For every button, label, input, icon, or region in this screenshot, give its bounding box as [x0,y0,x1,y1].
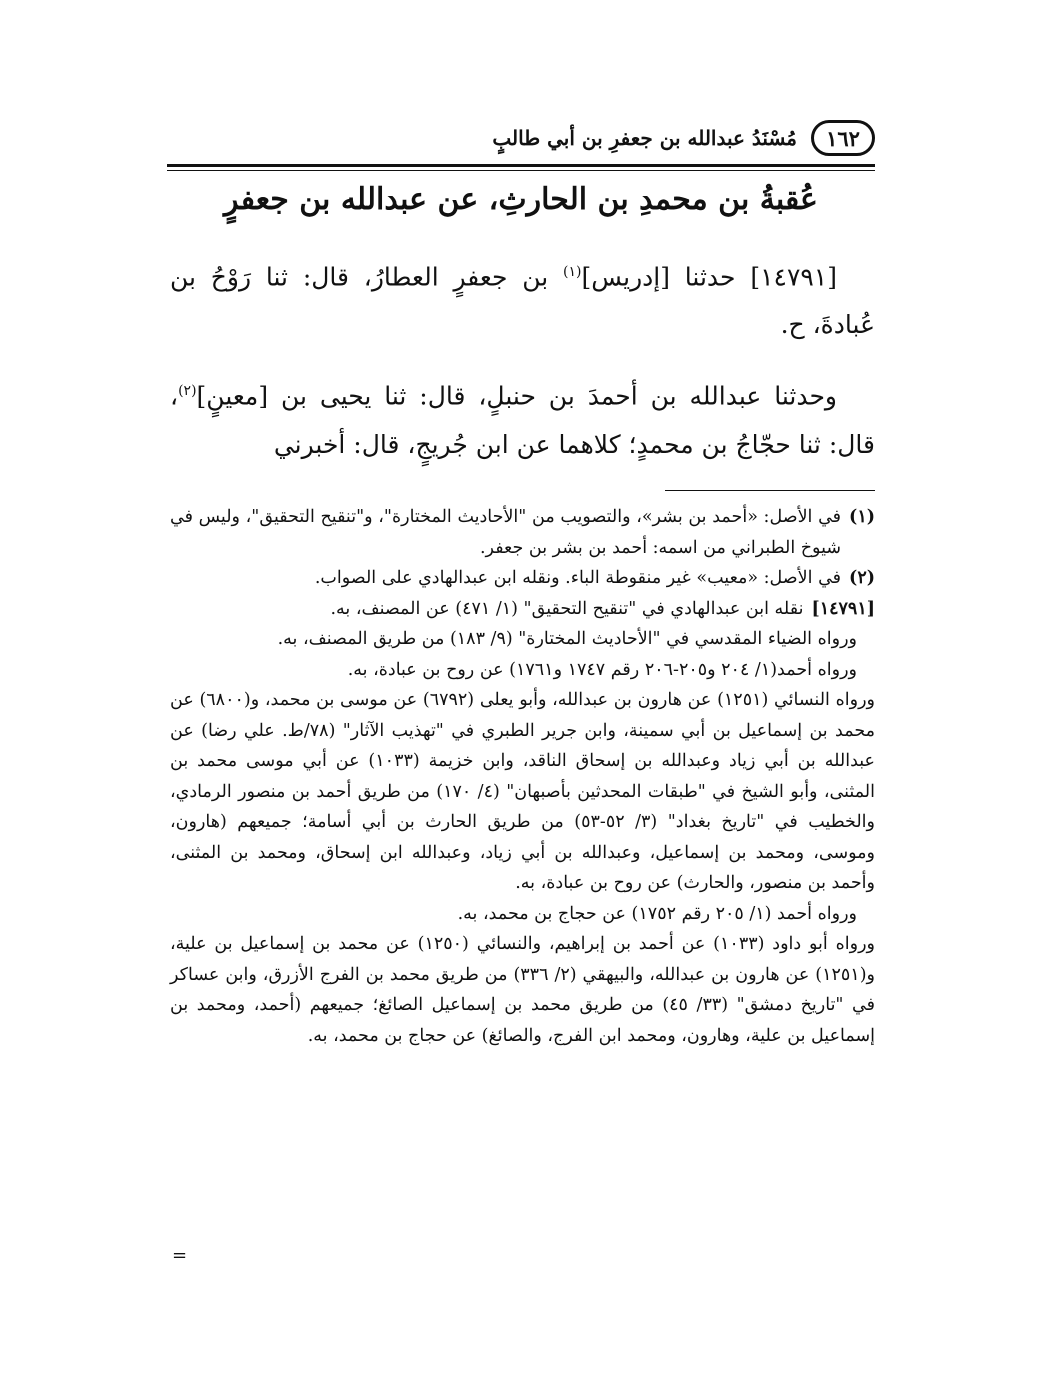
footnote-mark: (١) [849,507,875,527]
continuation-mark: = [172,1245,188,1266]
takhrij-mark: [١٤٧٩١] [811,598,875,619]
footnote-text: في الأصل: «أحمد بن بشر»، والتصويب من "الأحاديث المختارة"، و"تنقيح التحقيق"، وليس في شيوخ الطبراني من اسمه: أحمد بن بشر بن جعفر. [170,507,842,558]
hadith-number: [١٤٧٩١] [750,262,837,292]
hadith-paragraph-2: وحدثنا عبدالله بن أحمدَ بن حنبلٍ، قال: ثنا يحيى بن [معينٍ]$^{(٢)}$، قال: ثنا حجّاجُ بن محمدٍ؛ كلاهما عن ابن جُريجٍ، قال: أخبرني [170,381,875,459]
takhrij-paragraph: ورواه الضياء المقدسي في "الأحاديث المختارة" (٩/ ١٨٣) من طريق المصنف، به. [277,629,857,649]
page-number: ١٦٢ [811,120,875,156]
hadith-paragraph-1: [١٤٧٩١] حدثنا [إدريس]$^{(١)}$ بن جعفرٍ العطارُ، قال: ثنا رَوْحُ بن عُبادةَ، ح. [170,262,875,340]
footnote-mark: (٢) [849,568,875,588]
footnotes [170,502,875,1051]
chapter-heading: عُقبةُ بن محمدِ بن الحارثِ، عن عبدالله بن جعفرٍ [224,182,818,217]
takhrij-paragraph: ورواه أبو داود (١٠٣٣) عن أحمد بن إبراهيم، والنسائي (١٢٥٠) عن محمد بن إسماعيل بن علية، و(١٢٥١) عن هارون بن عبدالله، والبيهقي (٢/ ٣٣٦) من طريق محمد بن الفرج الأزرق، وابن عساكر في "تاريخ دمشق" (٣٣/ ٤٥) من طريق محمد بن إسماعيل الصائغ؛ جميعهم (أحمد، ومحمد بن إسماعيل بن علية، وهارون، ومحمد ابن الفرج، والصائغ) عن حجاج بن محمد، به. [170,934,875,1046]
header-rule-thick [167,164,875,167]
running-header [170,118,875,158]
takhrij-paragraph: ورواه النسائي (١٢٥١) عن هارون بن عبدالله، وأبو يعلى (٦٧٩٢) عن موسى بن محمد، و(٦٨٠٠) عن محمد بن إسماعيل بن أبي سمينة، وابن جرير الطبري في "تهذيب الآثار" (٧٨/ط. علي رضا) عن عبدالله بن أبي زياد وعبدالله بن إسحاق الناقد، وابن خزيمة (١٠٣٣) عن أبي موسى محمد بن المثنى، وأبو الشيخ في "طبقات المحدثين بأصبهان" (٤/ ١٧٠) من طريق أحمد بن منصور الرمادي، والخطيب في "تاريخ بغداد" (٣/ ٥٢-٥٣) من طريق الحارث بن أبي أسامة؛ جميعهم (هارون، وموسى، ومحمد بن إسماعيل، وعبدالله بن أبي زياد، وعبدالله ابن إسحاق، ومحمد بن المثنى، وأحمد بن منصور، والحارث) عن روح بن عبادة، به. [170,690,876,893]
takhrij-paragraph: ورواه أحمد (١/ ٢٠٥ رقم ١٧٥٢) عن حجاج بن محمد، به. [457,903,857,924]
header-rule-thin [167,170,875,171]
takhrij-note [170,594,875,625]
footnote-ref-2: (٢) [178,383,197,400]
footnote-ref-1: (١) [563,264,582,280]
header-title: مُسْنَدُ عبدالله بن جعفرِ بن أبي طالبٍ [492,126,797,150]
main-text [170,248,875,487]
footnote-separator [665,490,875,491]
takhrij-first: نقله ابن عبدالهادي في "تنقيح التحقيق" (١/ ٤٧١) عن المصنف، به. [330,598,804,619]
footnote-1 [170,502,875,563]
footnote-2 [170,563,875,594]
footnote-text: في الأصل: «معيب» غير منقوطة الباء. ونقله ابن عبدالهادي على الصواب. [314,568,842,588]
takhrij-paragraph: ورواه أحمد(١/ ٢٠٤ و٢٠٥-٢٠٦ رقم ١٧٤٧ و١٧٦١) عن روح بن عبادة، به. [347,659,857,680]
